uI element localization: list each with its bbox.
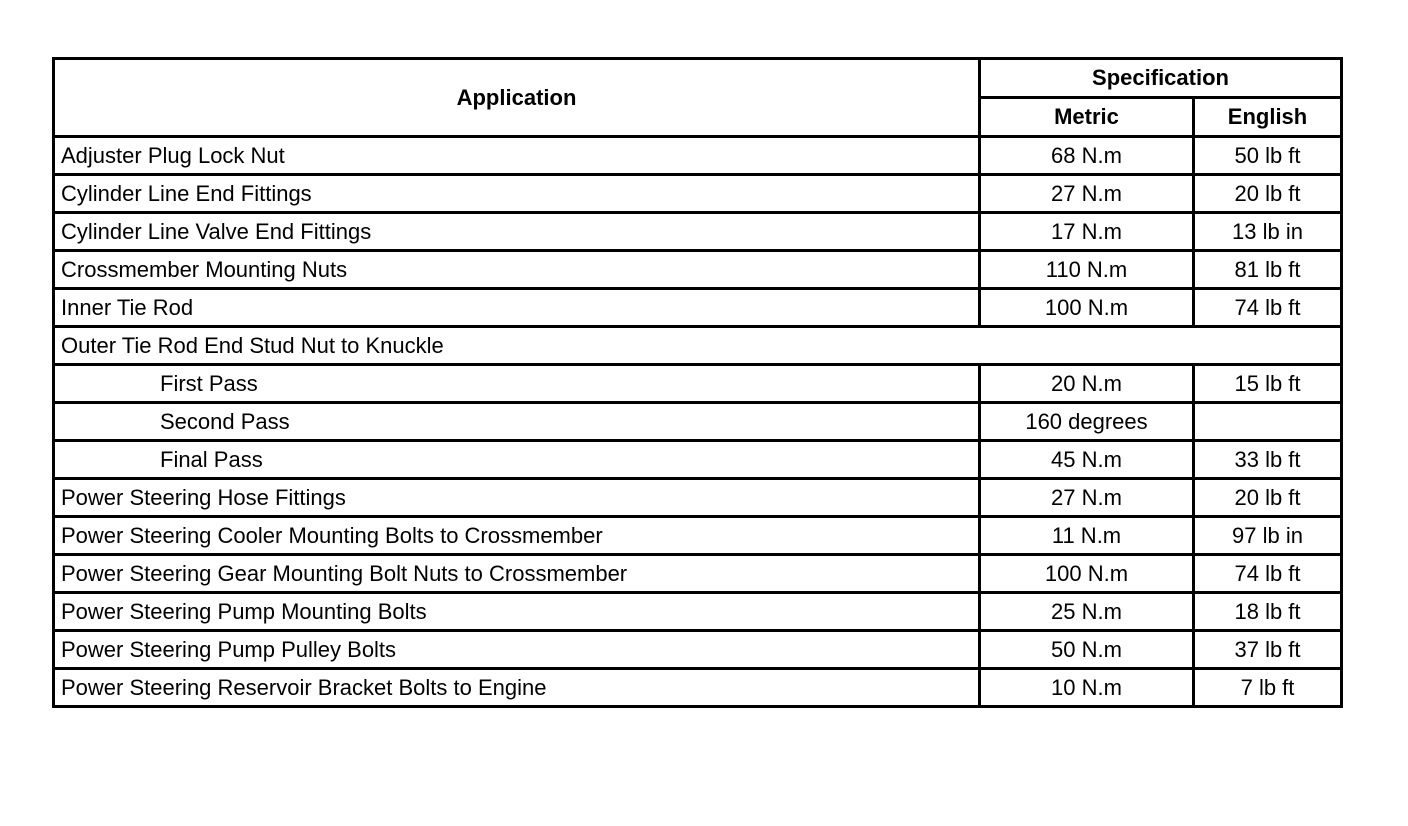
metric-cell: 27 N.m (980, 175, 1194, 213)
english-cell: 50 lb ft (1194, 137, 1342, 175)
application-cell: Cylinder Line Valve End Fittings (54, 213, 980, 251)
english-cell: 37 lb ft (1194, 631, 1342, 669)
application-column-header: Application (54, 59, 980, 137)
application-cell: Cylinder Line End Fittings (54, 175, 980, 213)
application-subcell: Second Pass (54, 403, 980, 441)
table-row (54, 479, 1342, 517)
application-cell: Power Steering Hose Fittings (54, 479, 980, 517)
metric-cell: 110 N.m (980, 251, 1194, 289)
english-cell: 81 lb ft (1194, 251, 1342, 289)
metric-cell: 27 N.m (980, 479, 1194, 517)
table-body (54, 137, 1342, 707)
english-cell: 13 lb in (1194, 213, 1342, 251)
table-row (54, 555, 1342, 593)
application-subcell: First Pass (54, 365, 980, 403)
metric-cell: 100 N.m (980, 555, 1194, 593)
table-header (54, 59, 1342, 137)
english-cell: 18 lb ft (1194, 593, 1342, 631)
application-cell: Power Steering Pump Mounting Bolts (54, 593, 980, 631)
english-cell: 15 lb ft (1194, 365, 1342, 403)
table-row (54, 631, 1342, 669)
application-cell: Power Steering Reservoir Bracket Bolts to Engine (54, 669, 980, 707)
application-cell: Power Steering Gear Mounting Bolt Nuts to Crossmember (54, 555, 980, 593)
fastener-torque-table (52, 57, 1343, 708)
metric-cell: 11 N.m (980, 517, 1194, 555)
table-row (54, 137, 1342, 175)
metric-cell: 45 N.m (980, 441, 1194, 479)
specification-group-header: Specification (980, 59, 1342, 98)
application-cell: Power Steering Cooler Mounting Bolts to Crossmember (54, 517, 980, 555)
metric-column-header: Metric (980, 98, 1194, 137)
table-row (54, 289, 1342, 327)
table-row (54, 175, 1342, 213)
table-row (54, 403, 1342, 441)
english-cell (1194, 403, 1342, 441)
application-cell: Inner Tie Rod (54, 289, 980, 327)
english-cell: 74 lb ft (1194, 555, 1342, 593)
english-column-header: English (1194, 98, 1342, 137)
metric-cell: 20 N.m (980, 365, 1194, 403)
table-row-group-heading (54, 327, 1342, 365)
header-row-top (54, 59, 1342, 98)
table-row (54, 251, 1342, 289)
application-subcell: Final Pass (54, 441, 980, 479)
table-row (54, 213, 1342, 251)
table-row (54, 365, 1342, 403)
table-row (54, 441, 1342, 479)
metric-cell: 25 N.m (980, 593, 1194, 631)
english-cell: 20 lb ft (1194, 479, 1342, 517)
english-cell: 33 lb ft (1194, 441, 1342, 479)
metric-cell: 160 degrees (980, 403, 1194, 441)
metric-cell: 100 N.m (980, 289, 1194, 327)
english-cell: 7 lb ft (1194, 669, 1342, 707)
table-row (54, 517, 1342, 555)
metric-cell: 10 N.m (980, 669, 1194, 707)
metric-cell: 17 N.m (980, 213, 1194, 251)
application-group-cell: Outer Tie Rod End Stud Nut to Knuckle (54, 327, 1342, 365)
english-cell: 74 lb ft (1194, 289, 1342, 327)
application-cell: Adjuster Plug Lock Nut (54, 137, 980, 175)
table-row (54, 593, 1342, 631)
metric-cell: 68 N.m (980, 137, 1194, 175)
metric-cell: 50 N.m (980, 631, 1194, 669)
table-row (54, 669, 1342, 707)
application-cell: Crossmember Mounting Nuts (54, 251, 980, 289)
application-cell: Power Steering Pump Pulley Bolts (54, 631, 980, 669)
english-cell: 20 lb ft (1194, 175, 1342, 213)
english-cell: 97 lb in (1194, 517, 1342, 555)
